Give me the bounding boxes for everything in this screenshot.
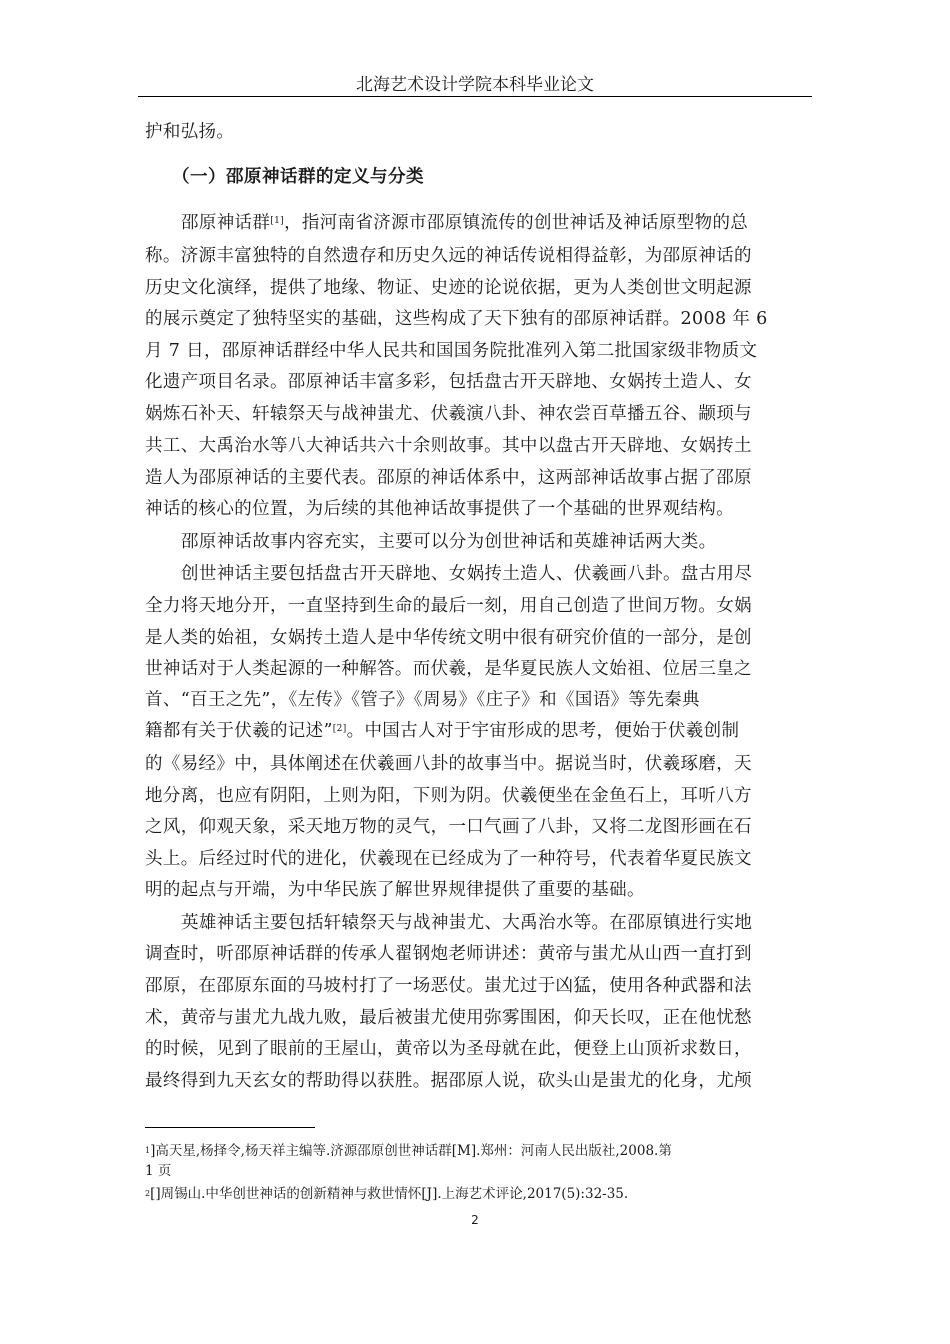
text-line: 明的起点与开端，为中华民族了解世界规律提供了重要的基础。 [145, 880, 645, 900]
text-line: 首、“百王之先”，《左传》《管子》《周易》《庄子》和《国语》等先秦典 [145, 690, 700, 710]
text-line: 之风，仰观天象，采天地万物的灵气，一口气画了八卦，又将二龙图形画在石 [145, 817, 752, 837]
text-line [181, 211, 805, 235]
footnote-mark: 2 [145, 1189, 151, 1198]
text-line: 称。济源丰富独特的自然遗存和历史久远的神话传说相得益彰，为邵原神话的 [145, 246, 752, 266]
header-divider [138, 96, 812, 97]
text-line: 是人类的始祖，女娲抟土造人是中华传统文明中很有研究价值的一部分，是创 [145, 628, 752, 648]
text-line [145, 719, 805, 743]
text-line: 的展示奠定了独特坚实的基础，这些构成了天下独有的邵原神话群。2008 年 6 [145, 309, 768, 329]
text-line: 共工、大禹治水等八大神话共六十余则故事。其中以盘古开天辟地、女娲抟土 [145, 436, 752, 456]
text-line: 月 7 日，邵原神话群经中华人民共和国国务院批准列入第二批国家级非物质文 [145, 341, 758, 361]
citation-ref[interactable]: [1] [270, 216, 285, 226]
text-line: 神话的核心的位置，为后续的其他神话故事提供了一个基础的世界观结构。 [145, 499, 735, 519]
text-line: 邵原神话故事内容充实，主要可以分为创世神话和英雄神话两大类。 [181, 532, 717, 552]
text-line: 的时候，见到了眼前的王屋山，黄帝以为圣母就在此，便登上山顶祈求数日， [145, 1039, 752, 1059]
text-line: 头上。后经过时代的进化，伏羲现在已经成为了一种符号，代表着华夏民族文 [145, 849, 752, 869]
header-title: 北海艺术设计学院本科毕业论文 [356, 75, 594, 95]
text-line: 化遗产项目名录。邵原神话丰富多彩，包括盘古开天辟地、女娲抟土造人、女 [145, 372, 752, 392]
footnote-1-continued: 1 页 [145, 1163, 172, 1179]
text-line: 全力将天地分开，一直坚持到生命的最后一刻，用自己创造了世间万物。女娲 [145, 596, 752, 616]
footnote-separator [145, 1127, 315, 1128]
text-line: 英雄神话主要包括轩辕祭天与战神蚩尤、大禹治水等。在邵原镇进行实地 [181, 913, 753, 933]
section-heading: （一）邵原神话群的定义与分类 [172, 167, 424, 187]
text-run: 。中国古人对于宇宙形成的思考，便始于伏羲创制 [346, 721, 740, 741]
text-line: 护和弘扬。 [145, 122, 235, 142]
footnote-mark: 1 [145, 1146, 151, 1155]
text-run: 邵原神话群 [181, 213, 271, 233]
text-line: 术，黄帝与蚩尤九战九败，最后被蚩尤使用弥雾围困，仰天长叹，正在他忧愁 [145, 1008, 752, 1028]
text-line: 世神话对于人类起源的一种解答。而伏羲，是华夏民族人文始祖、位居三皇之 [145, 659, 752, 679]
text-line: 的《易经》中，具体阐述在伏羲画八卦的故事当中。据说当时，伏羲琢磨，天 [145, 754, 752, 774]
citation-ref[interactable]: [2] [332, 724, 347, 734]
footnote-1 [145, 1141, 815, 1161]
text-line: 调查时，听邵原神话群的传承人翟钢炮老师讲述：黄帝与蚩尤从山西一直打到 [145, 944, 752, 964]
text-line: 娲炼石补天、轩辕祭天与战神蚩尤、伏羲演八卦、神农尝百草播五谷、颛顼与 [145, 404, 752, 424]
text-line: 创世神话主要包括盘古开天辟地、女娲抟土造人、伏羲画八卦。盘古用尽 [181, 564, 753, 584]
text-line: 最终得到九天玄女的帮助得以获胜。据邵原人说，砍头山是蚩尤的化身，尤颅 [145, 1071, 752, 1091]
footnote-text: []周锡山.中华创世神话的创新精神与救世情怀[J].上海艺术评论,2017(5):32-35. [150, 1186, 629, 1202]
page-number: 2 [471, 1213, 479, 1227]
footnote-text: ]高天星,杨择令,杨天祥主编等.济源邵原创世神话群[M].郑州：河南人民出版社,2008.第 [150, 1143, 672, 1159]
text-line: 历史文化演绎，提供了地缘、物证、史迹的论说依据，更为人类创世文明起源 [145, 278, 752, 298]
text-line: 地分离，也应有阴阳，上则为阳，下则为阴。伏羲便坐在金鱼石上，耳听八方 [145, 786, 752, 806]
text-line: 邵原，在邵原东面的马坡村打了一场恶仗。蚩尤过于凶猛，使用各种武器和法 [145, 976, 752, 996]
text-run: ，指河南省济源市邵原镇流传的创世神话及神话原型物的总 [284, 213, 749, 233]
text-line: 造人为邵原神话的主要代表。邵原的神话体系中，这两部神话故事占据了邵原 [145, 468, 752, 488]
footnote-2 [145, 1184, 815, 1204]
text-run: 籍都有关于伏羲的记述” [145, 721, 333, 741]
